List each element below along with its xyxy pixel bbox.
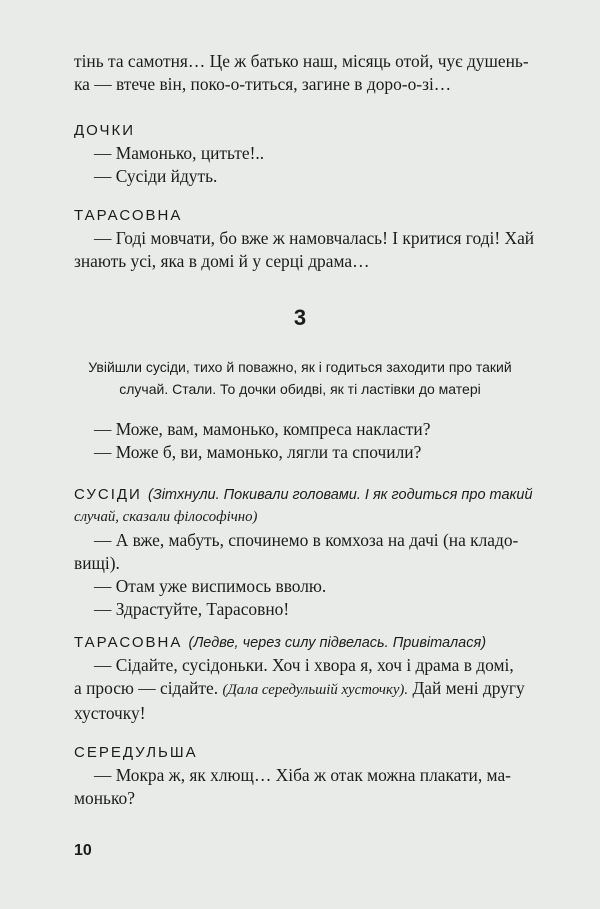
- dochky-speech: [74, 120, 574, 188]
- opening-text: [74, 50, 574, 96]
- speaker-name: СЕРЕДУЛЬША: [74, 744, 198, 761]
- dialogue-text: а просю — сідайте.: [74, 678, 219, 698]
- text-line: тінь та самотня… Це ж батько наш, місяць отой, чує душень-: [74, 51, 529, 71]
- dialogue-line: хусточку!: [74, 703, 146, 723]
- dialogue-line: — Отам уже виспимось вволю.: [94, 576, 327, 596]
- dialogue-line: — Може б, ви, мамонько, лягли та спочили?: [94, 442, 422, 462]
- stage-note: (Зітхнули. Покивали головами. І як годиться про такий: [147, 487, 533, 503]
- dialogue-line: — А вже, мабуть, спочинемо в комхоза на дачі (на кладо-: [94, 530, 519, 550]
- susidy-speech: [74, 484, 574, 621]
- dialogue-line: — Сідайте, сусідоньки. Хоч і хвора я, хоч і драма в домі,: [94, 655, 514, 675]
- stage-note: случай, сказали філософічно): [74, 509, 258, 525]
- speaker-name: СУСІДИ: [74, 486, 142, 503]
- section-number: 3: [293, 305, 307, 330]
- speaker-name: ТАРАСОВНА: [74, 634, 183, 651]
- daughters-lines: [74, 418, 574, 464]
- dialogue-line: — Мамонько, цитьте!..: [94, 143, 265, 163]
- text-line: ка — втече він, поко-о-титься, загине в доро-о-зі…: [74, 74, 452, 94]
- speaker-name: ДОЧКИ: [74, 122, 136, 139]
- tarasovna-speech-2: [74, 632, 574, 725]
- seredulsha-speech: [74, 742, 574, 810]
- dialogue-line: — Мокра ж, як хлющ… Хіба ж отак можна плакати, ма-: [94, 765, 511, 785]
- dialogue-text: Дай мені другу: [412, 678, 525, 698]
- dialogue-line: вищі).: [74, 553, 120, 573]
- stage-direction: [60, 356, 540, 400]
- dialogue-line: монько?: [74, 788, 135, 808]
- dialogue-line: [74, 677, 574, 702]
- dialogue-line: — Годі мовчати, бо вже ж намовчалась! І критися годі! Хай: [94, 228, 535, 248]
- speaker-name: ТАРАСОВНА: [74, 207, 183, 224]
- dialogue-line: — Здрастуйте, Тарасовно!: [94, 599, 290, 619]
- tarasovna-speech-1: [74, 205, 574, 273]
- dialogue-line: — Може, вам, мамонько, компреса накласти?: [94, 419, 431, 439]
- dialogue-line: — Сусіди йдуть.: [94, 166, 218, 186]
- stage-direction-line: случай. Стали. То дочки обидві, як ті ластівки до матері: [119, 381, 481, 397]
- page-number: 10: [74, 842, 92, 859]
- stage-direction-line: Увійшли сусіди, тихо й поважно, як і годиться заходити про такий: [88, 359, 512, 375]
- speaker-heading: [74, 484, 574, 506]
- dialogue-line: знають усі, яка в домі й у серці драма…: [74, 251, 370, 271]
- speaker-heading: [74, 632, 574, 654]
- stage-note: (Ледве, через силу підвелась. Привіталася): [188, 635, 487, 651]
- stage-note: (Дала середульшій хусточку).: [222, 682, 409, 698]
